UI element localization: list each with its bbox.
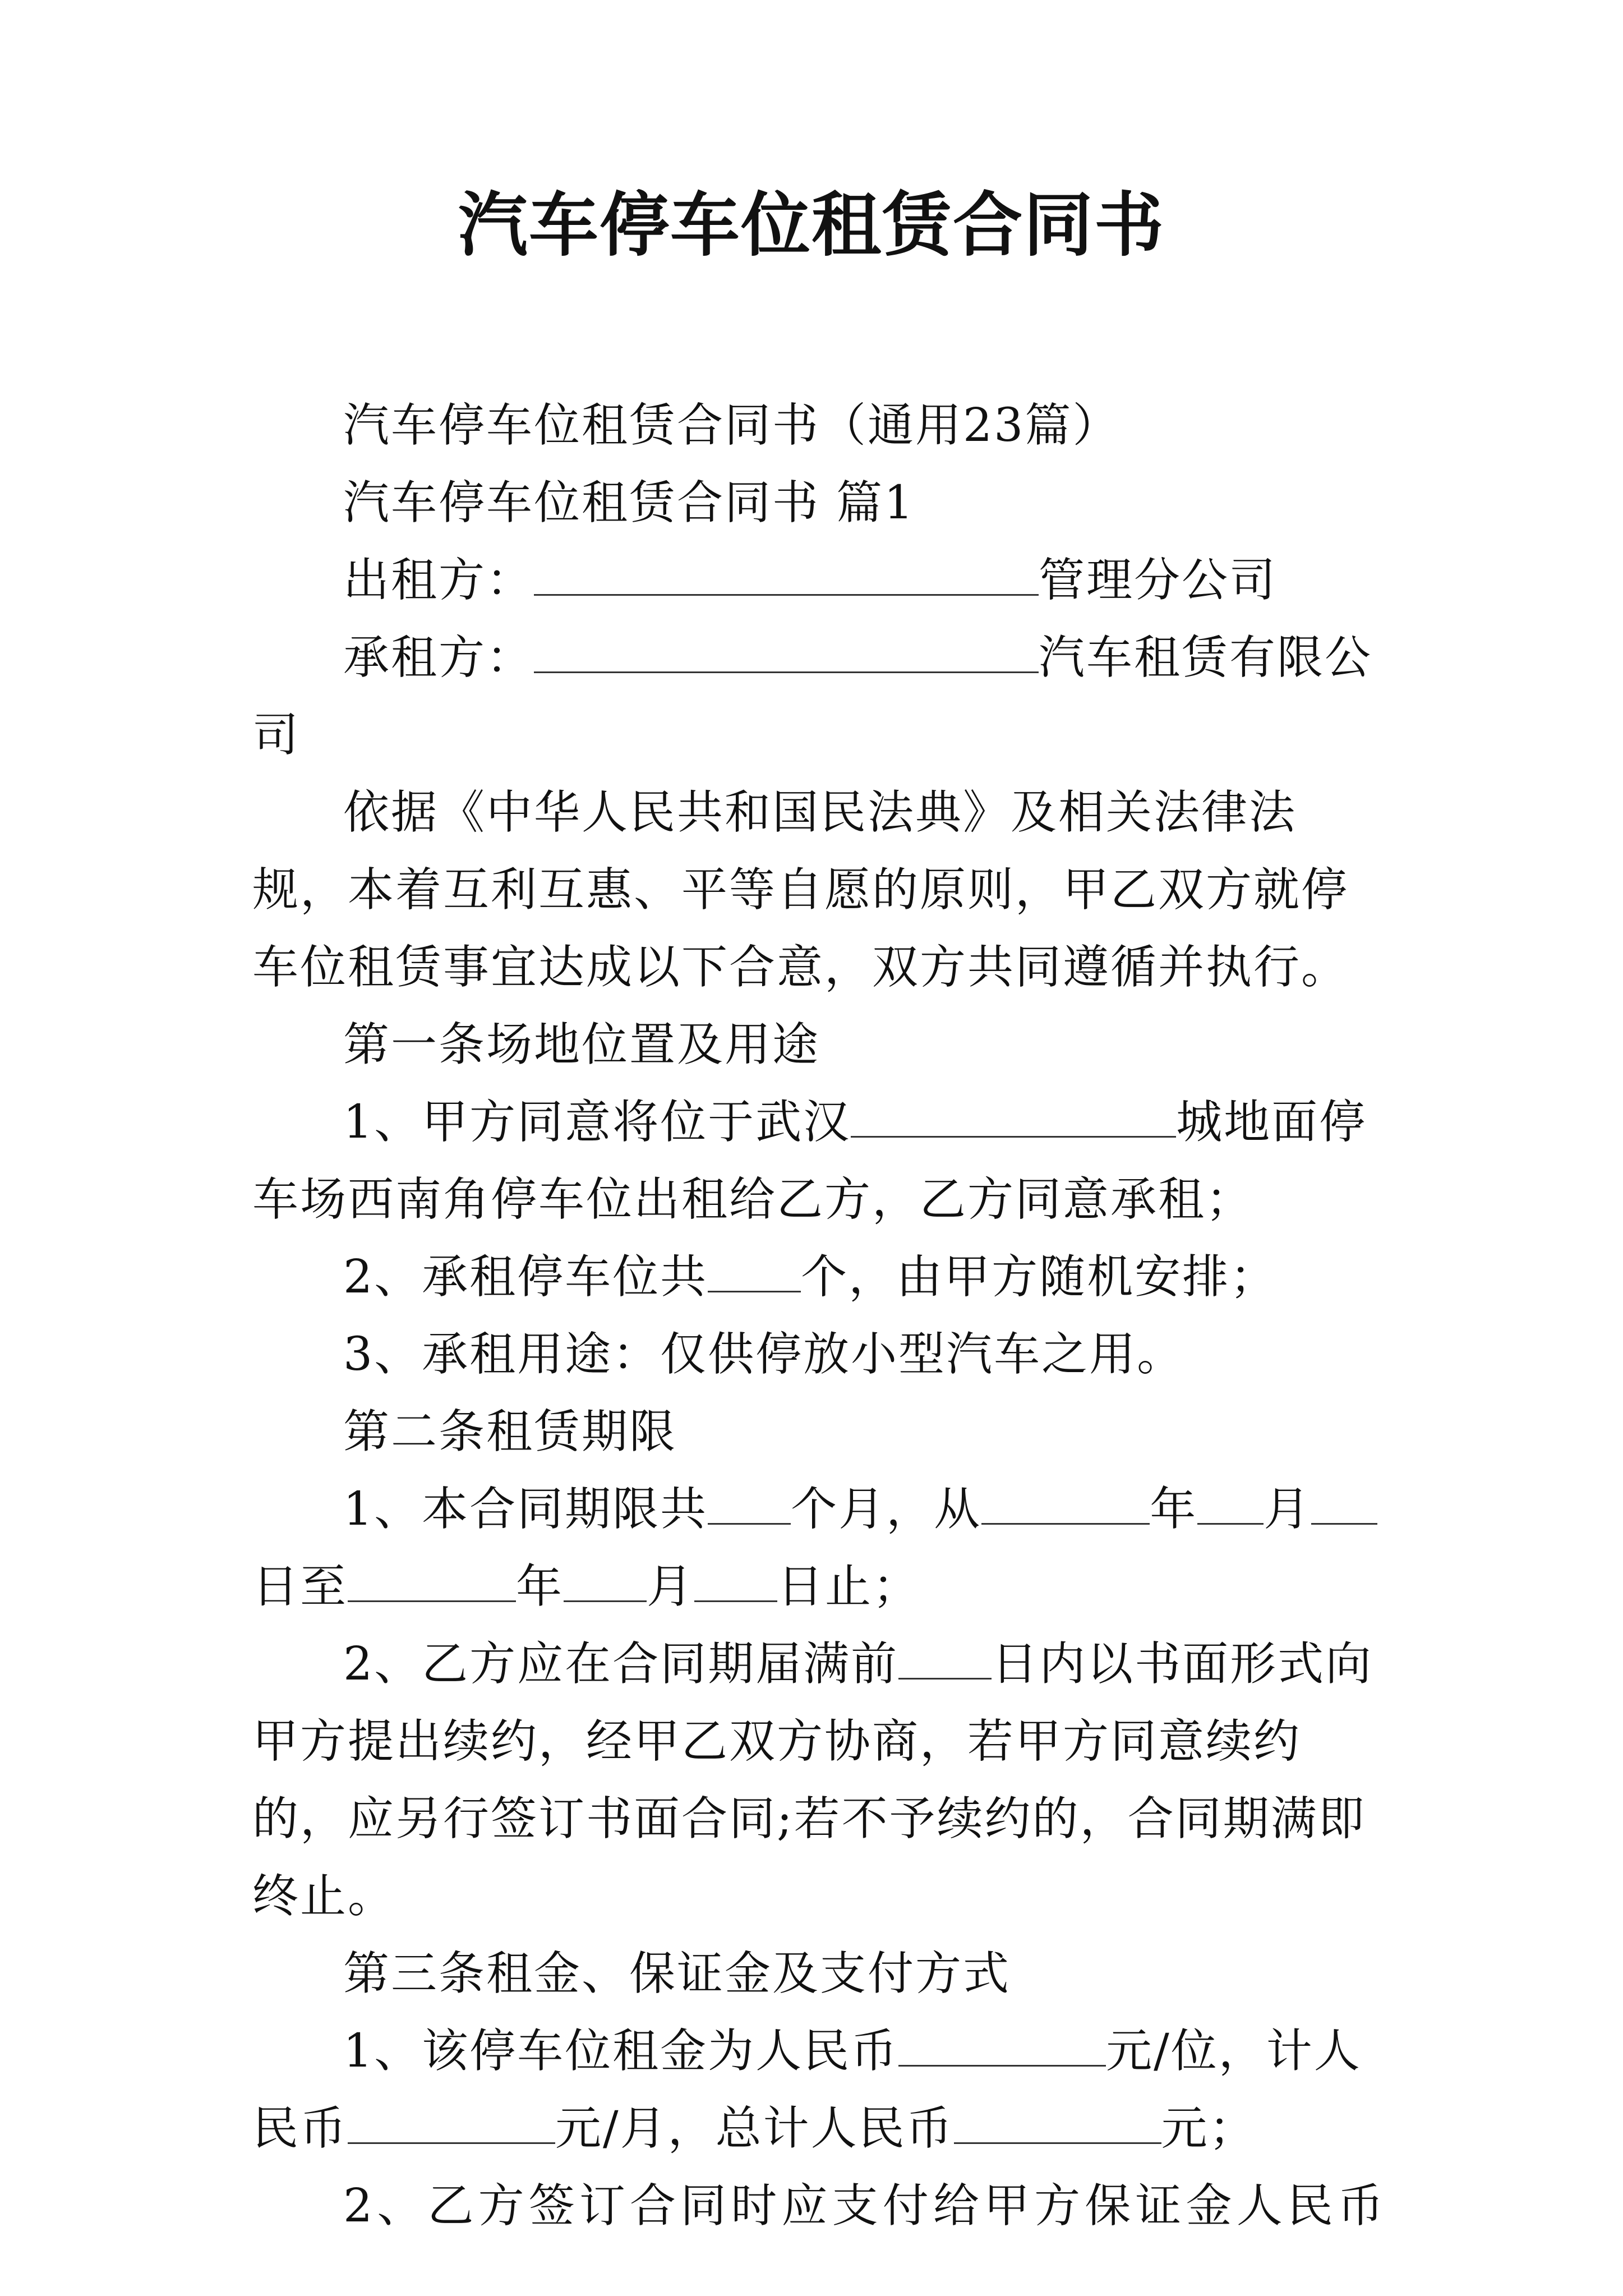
text-span: 个，由甲方随机安排； <box>801 1250 1278 1304</box>
text-span: 城地面停车场西南角停车位出租给乙方，乙方同意承租； <box>252 1096 1367 1226</box>
text-span: 元/月，总计人民币 <box>555 2102 954 2155</box>
text-span: 1、甲方同意将位于武汉 <box>343 1096 851 1149</box>
text-span: 年 <box>1150 1483 1198 1536</box>
lessee-suffix: 汽车租赁有限公司 <box>252 631 1373 762</box>
lessee-label: 承租方： <box>343 631 534 684</box>
text-span: 月 <box>647 1560 695 1613</box>
article-2-heading: 第二条租赁期限 <box>343 1405 677 1458</box>
blank-field <box>564 1562 647 1602</box>
article-3-item-2: 2、乙方签订合同时应支付给甲方保证金人民币 <box>343 2179 1385 2233</box>
document-body <box>252 387 1385 2245</box>
blank-field <box>1197 1485 1264 1525</box>
text-span: 个月，从 <box>791 1483 982 1536</box>
text-span: 元/位，计人民币 <box>252 2024 1362 2155</box>
article-3-heading: 第三条租金、保证金及支付方式 <box>343 1947 1011 2000</box>
document-title: 汽车停车位租赁合同书 <box>458 185 1165 266</box>
article-3-item-1 <box>252 2013 1385 2168</box>
blank-field <box>898 2027 1106 2067</box>
chapter-heading: 汽车停车位租赁合同书 篇1 <box>343 476 915 530</box>
blank-field <box>708 1485 791 1525</box>
article-2-item-1 <box>252 1471 1385 1626</box>
text-span: 日内以书面形式向甲方提出续约，经甲乙双方协商，若甲方同意续约的，应另行签订书面合同;若不予续约的，合同期满即终止。 <box>252 1637 1373 1923</box>
blank-field <box>708 1253 801 1292</box>
blank-field <box>348 1562 516 1602</box>
blank-field <box>954 2104 1161 2144</box>
text-span: 月 <box>1264 1483 1312 1536</box>
article-2-item-2 <box>252 1626 1385 1935</box>
blank-field <box>981 1485 1150 1525</box>
text-span: 1、该停车位租金为人民币 <box>343 2024 899 2078</box>
lessor-suffix: 管理分公司 <box>1039 554 1278 607</box>
text-span: 元； <box>1161 2102 1257 2155</box>
lessee-line <box>252 619 1385 774</box>
blank-field <box>851 1098 1176 1138</box>
article-1-heading: 第一条场地位置及用途 <box>343 1018 820 1071</box>
blank-field <box>348 2104 555 2144</box>
text-span: 日止； <box>777 1560 921 1613</box>
text-span: 年 <box>516 1560 564 1613</box>
lessee-blank <box>534 633 1039 673</box>
blank-field <box>1311 1485 1377 1525</box>
article-1-item-3: 3、承租用途：仅供停放小型汽车之用。 <box>343 1328 1185 1381</box>
preamble-paragraph: 依据《中华人民共和国民法典》及相关法律法规，本着互利互惠、平等自愿的原则，甲乙双方就停车位租赁事宜达成以下合意，双方共同遵循并执行。 <box>252 786 1349 994</box>
lessor-line <box>252 542 1385 619</box>
blank-field <box>898 1640 992 1680</box>
subtitle-line: 汽车停车位租赁合同书（通用23篇） <box>343 399 1121 452</box>
blank-field <box>694 1562 777 1602</box>
text-span: 1、本合同期限共 <box>343 1483 708 1536</box>
article-1-item-2 <box>252 1239 1385 1316</box>
text-span: 2、乙方应在合同期届满前 <box>343 1637 899 1691</box>
lessor-label: 出租方： <box>343 554 534 607</box>
text-span: 2、承租停车位共 <box>343 1250 708 1304</box>
article-1-item-1 <box>252 1084 1385 1239</box>
text-span: 日至 <box>252 1560 348 1613</box>
lessor-blank <box>534 556 1039 596</box>
